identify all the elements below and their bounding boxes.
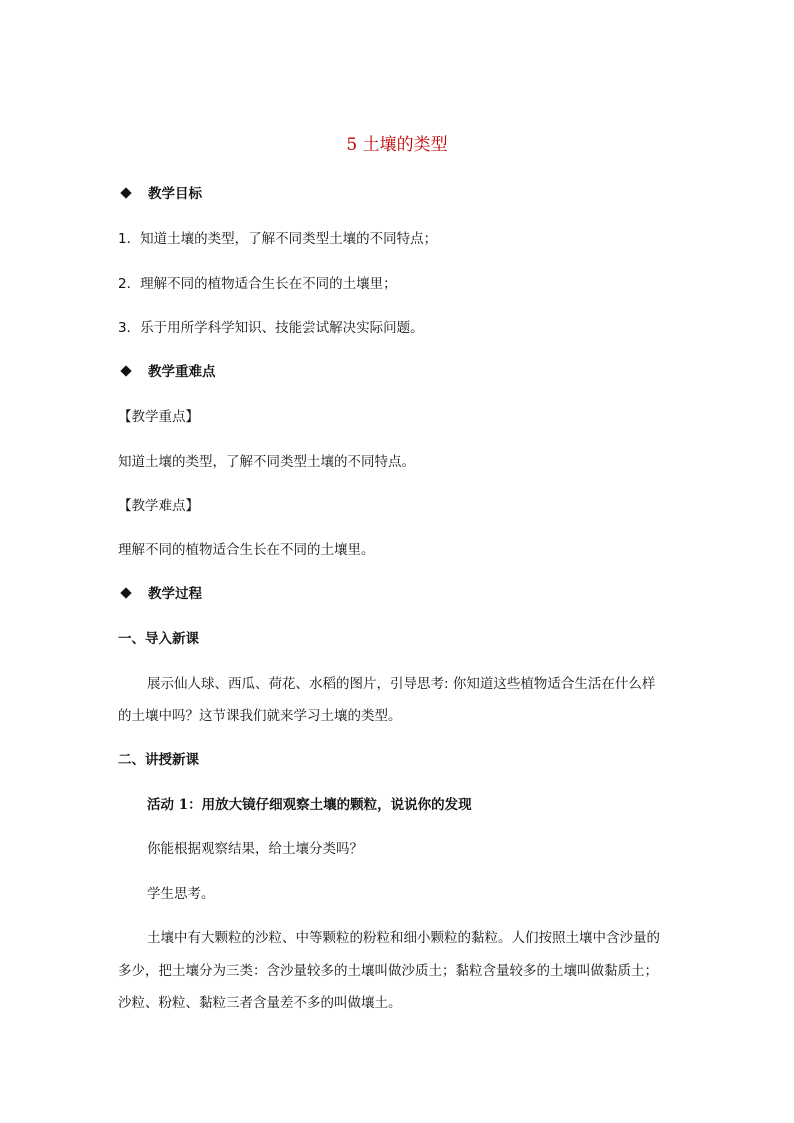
- activity1-heading: 活动 1：用放大镜仔细观察土壤的颗粒，说说你的发现: [147, 797, 472, 813]
- explanation-line3: 沙粒、粉粒、黏粒三者含量差不多的叫做壤土。: [118, 995, 402, 1011]
- focus-text: 知道土壤的类型，了解不同类型土壤的不同特点。: [118, 454, 415, 470]
- explanation-line2: 多少，把土壤分为三类：含沙量较多的土壤叫做沙质土；黏粒含量较多的土壤叫做黏质土；: [118, 963, 658, 979]
- student-thinking-text: 学生思考。: [147, 886, 215, 902]
- question-text: 你能根据观察结果，给土壤分类吗？: [147, 841, 363, 857]
- document-title: 5 土壤的类型: [346, 135, 448, 155]
- part1-text-line2: 的土壤中吗？这节课我们就来学习土壤的类型。: [118, 708, 402, 724]
- process-heading-text: 教学过程: [148, 586, 202, 602]
- process-heading: [118, 584, 202, 604]
- difficulty-label: 【教学难点】: [118, 498, 199, 514]
- diamond-bullet-icon: [120, 365, 131, 376]
- objective-item-1: 1．知道土壤的类型，了解不同类型土壤的不同特点；: [118, 231, 438, 247]
- focus-label: 【教学重点】: [118, 409, 199, 425]
- difficulty-text: 理解不同的植物适合生长在不同的土壤里。: [118, 542, 375, 558]
- objectives-heading-text: 教学目标: [148, 186, 202, 202]
- diamond-bullet-icon: [120, 187, 131, 198]
- objective-item-2: 2．理解不同的植物适合生长在不同的土壤里；: [118, 276, 397, 292]
- key-points-heading: [118, 362, 216, 382]
- diamond-bullet-icon: [120, 587, 131, 598]
- objectives-heading: [118, 184, 202, 204]
- part2-heading: 二、讲授新课: [118, 752, 199, 768]
- part1-heading: 一、导入新课: [118, 631, 199, 647]
- part1-text-line1: 展示仙人球、西瓜、荷花、水稻的图片，引导思考: 你知道这些植物适合生活在什么样: [147, 676, 656, 692]
- explanation-line1: 土壤中有大颗粒的沙粒、中等颗粒的粉粒和细小颗粒的黏粒。人们按照土壤中含沙量的: [147, 930, 660, 946]
- key-points-heading-text: 教学重难点: [148, 364, 216, 380]
- objective-item-3: 3．乐于用所学科学知识、技能尝试解决实际问题。: [118, 320, 424, 336]
